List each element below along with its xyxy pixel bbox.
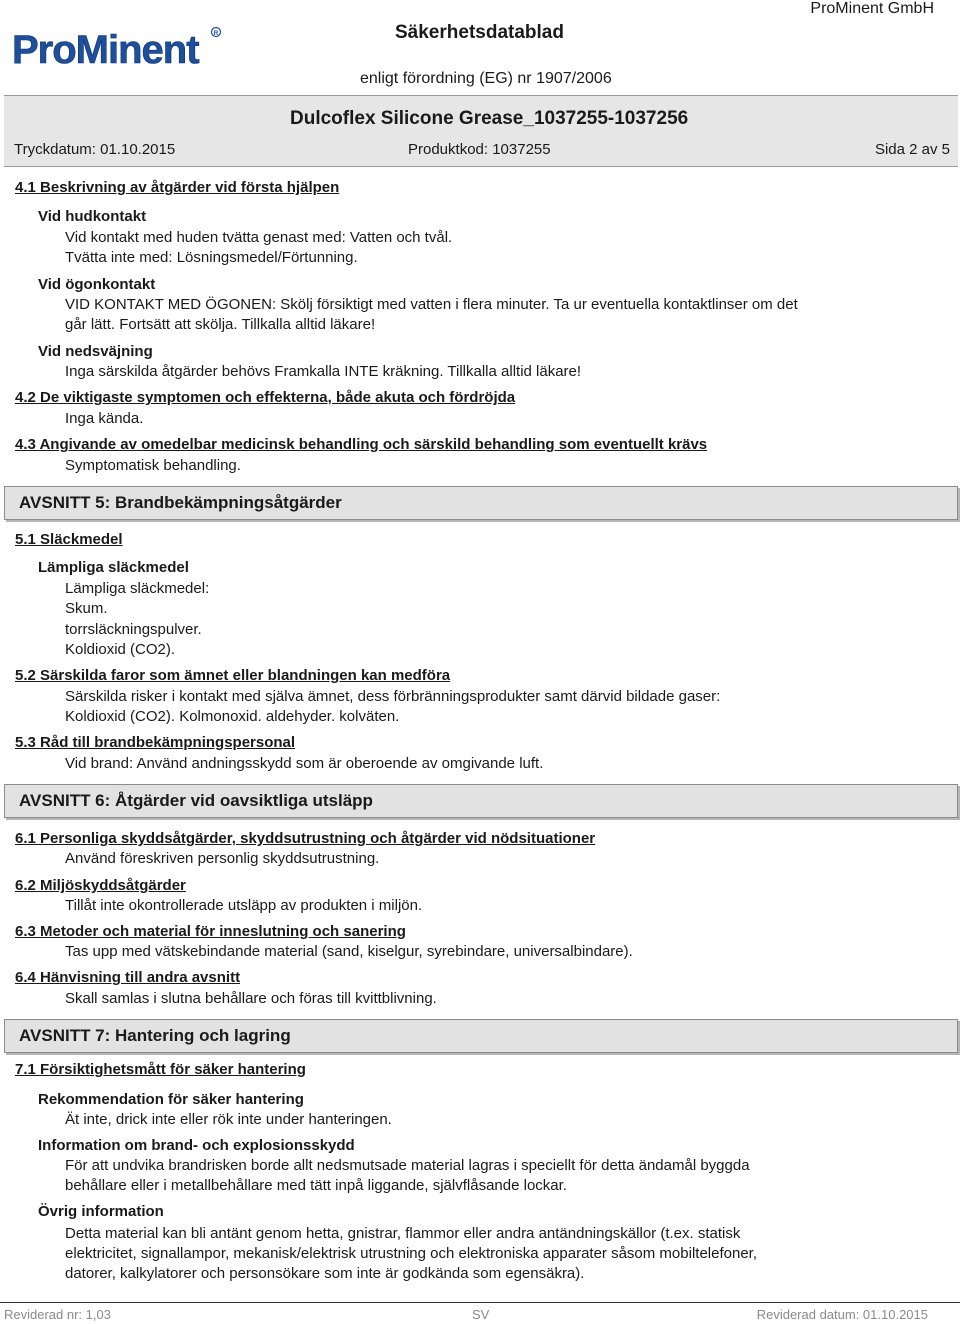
extinguishing-medium-item: Koldioxid (CO2). bbox=[65, 641, 176, 658]
footer-divider bbox=[0, 1302, 960, 1303]
document-title: Säkerhetsdatablad bbox=[395, 22, 564, 43]
extinguishing-medium-item: Skum. bbox=[65, 600, 108, 617]
eye-contact-label: Vid ögonkontakt bbox=[38, 276, 156, 293]
skin-contact-text-2: Tvätta inte med: Lösningsmedel/Förtunning. bbox=[65, 249, 358, 266]
page-number: Sida 2 av 5 bbox=[874, 141, 950, 158]
section-5-header bbox=[4, 486, 958, 520]
prominent-logo bbox=[10, 18, 230, 78]
company-name: ProMinent GmbH bbox=[810, 0, 934, 17]
subsection-6-4-heading: 6.4 Hänvisning till andra avsnitt bbox=[15, 969, 241, 986]
subsection-6-3-text: Tas upp med vätskebindande material (sand, kiselgur, syrebindare, universalbindare). bbox=[65, 943, 633, 960]
skin-contact-text-1: Vid kontakt med huden tvätta genast med: Vatten och tvål. bbox=[65, 229, 453, 246]
section-6-title: AVSNITT 6: Åtgärder vid oavsiktliga utsläpp bbox=[19, 791, 373, 810]
eye-contact-text-1: VID KONTAKT MED ÖGONEN: Skölj försiktigt med vatten i flera minuter. Ta ur eventuella kontaktlinser om det bbox=[65, 296, 798, 313]
subsection-4-3-heading: 4.3 Angivande av omedelbar medicinsk behandling och särskild behandling som eventuellt krävs bbox=[15, 436, 708, 453]
subsection-6-4-text: Skall samlas i slutna behållare och föras till kvittblivning. bbox=[65, 990, 437, 1007]
product-code: Produktkod: 1037255 bbox=[408, 141, 551, 158]
section-7-header bbox=[4, 1019, 958, 1053]
suitable-media-label: Lämpliga släckmedel bbox=[38, 559, 189, 576]
svg-text:R: R bbox=[213, 30, 219, 37]
other-info-text-2: elektricitet, signallampor, mekanisk/elektrisk utrustning och elektroniska apparater såsom mobiltelefoner, bbox=[65, 1245, 757, 1262]
subsection-5-3-text: Vid brand: Använd andningsskydd som är oberoende av omgivande luft. bbox=[65, 755, 544, 772]
subsection-6-2-heading: 6.2 Miljöskyddsåtgärder bbox=[15, 877, 186, 894]
subsection-6-1-heading: 6.1 Personliga skyddsåtgärder, skyddsutrustning och åtgärder vid nödsituationer bbox=[15, 830, 596, 847]
print-date: Tryckdatum: 01.10.2015 bbox=[14, 141, 176, 158]
eye-contact-text-2: går lätt. Fortsätt att skölja. Tillkalla alltid läkare! bbox=[65, 316, 376, 333]
ingestion-text: Inga särskilda åtgärder behövs Framkalla INTE kräkning. Tillkalla alltid läkare! bbox=[65, 363, 582, 380]
logo-text: ProMinent bbox=[12, 28, 199, 72]
skin-contact-label: Vid hudkontakt bbox=[38, 208, 147, 225]
safe-handling-text: Ät inte, drick inte eller rök inte under hanteringen. bbox=[65, 1111, 392, 1128]
subsection-6-2-text: Tillåt inte okontrollerade utsläpp av produkten i miljön. bbox=[65, 897, 423, 914]
regulation-reference: enligt förordning (EG) nr 1907/2006 bbox=[360, 70, 612, 87]
subsection-5-3-heading: 5.3 Råd till brandbekämpningspersonal bbox=[15, 734, 296, 751]
fire-protection-text-2: behållare eller i metallbehållare med tätt inpå liggande, självflåsande lockar. bbox=[65, 1177, 567, 1194]
suitable-media-intro: Lämpliga släckmedel: bbox=[65, 580, 210, 597]
section-7-title: AVSNITT 7: Hantering och lagring bbox=[19, 1026, 291, 1045]
language-code: SV bbox=[472, 1307, 490, 1322]
product-name: Dulcoflex Silicone Grease_1037255-1037256 bbox=[290, 108, 689, 129]
subsection-5-2-text-2: Koldioxid (CO2). Kolmonoxid. aldehyder. kolväten. bbox=[65, 708, 400, 725]
extinguishing-medium-item: torrsläckningspulver. bbox=[65, 621, 202, 638]
ingestion-label: Vid nedsväjning bbox=[38, 343, 153, 360]
subsection-5-2-heading: 5.2 Särskilda faror som ämnet eller blandningen kan medföra bbox=[15, 667, 451, 684]
revision-date: Reviderad datum: 01.10.2015 bbox=[756, 1307, 928, 1322]
subsection-4-2-text: Inga kända. bbox=[65, 410, 144, 427]
section-6-header bbox=[4, 784, 958, 818]
subsection-5-1-heading: 5.1 Släckmedel bbox=[15, 531, 123, 548]
subsection-4-3-text: Symptomatisk behandling. bbox=[65, 457, 241, 474]
other-info-text-1: Detta material kan bli antänt genom hetta, gnistrar, flammor eller andra antändningskällor (t.ex. statisk bbox=[65, 1225, 741, 1242]
other-info-text-3: datorer, kalkylatorer och personsökare som inte är godkända som egensäkra). bbox=[65, 1265, 585, 1282]
subsection-6-3-heading: 6.3 Metoder och material för inneslutning och sanering bbox=[15, 923, 406, 940]
fire-protection-label: Information om brand- och explosionsskydd bbox=[38, 1137, 355, 1154]
other-info-label: Övrig information bbox=[38, 1203, 164, 1220]
section-5-title: AVSNITT 5: Brandbekämpningsåtgärder bbox=[19, 493, 342, 512]
subsection-6-1-text: Använd föreskriven personlig skyddsutrustning. bbox=[65, 850, 380, 867]
subsection-4-1-heading: 4.1 Beskrivning av åtgärder vid första hjälpen bbox=[15, 179, 340, 196]
subsection-5-2-text-1: Särskilda risker i kontakt med själva ämnet, dess förbränningsprodukter samt därvid bildade gaser: bbox=[65, 688, 721, 705]
subsection-4-2-heading: 4.2 De viktigaste symptomen och effekterna, både akuta och fördröjda bbox=[15, 389, 516, 406]
subsection-7-1-heading: 7.1 Försiktighetsmått för säker hantering bbox=[15, 1061, 306, 1078]
revision-number: Reviderad nr: 1,03 bbox=[4, 1307, 111, 1322]
safe-handling-label: Rekommendation för säker hantering bbox=[38, 1091, 304, 1108]
fire-protection-text-1: För att undvika brandrisken borde allt nedsmutsade material lagras i speciellt för detta ändamål byggda bbox=[65, 1157, 750, 1174]
